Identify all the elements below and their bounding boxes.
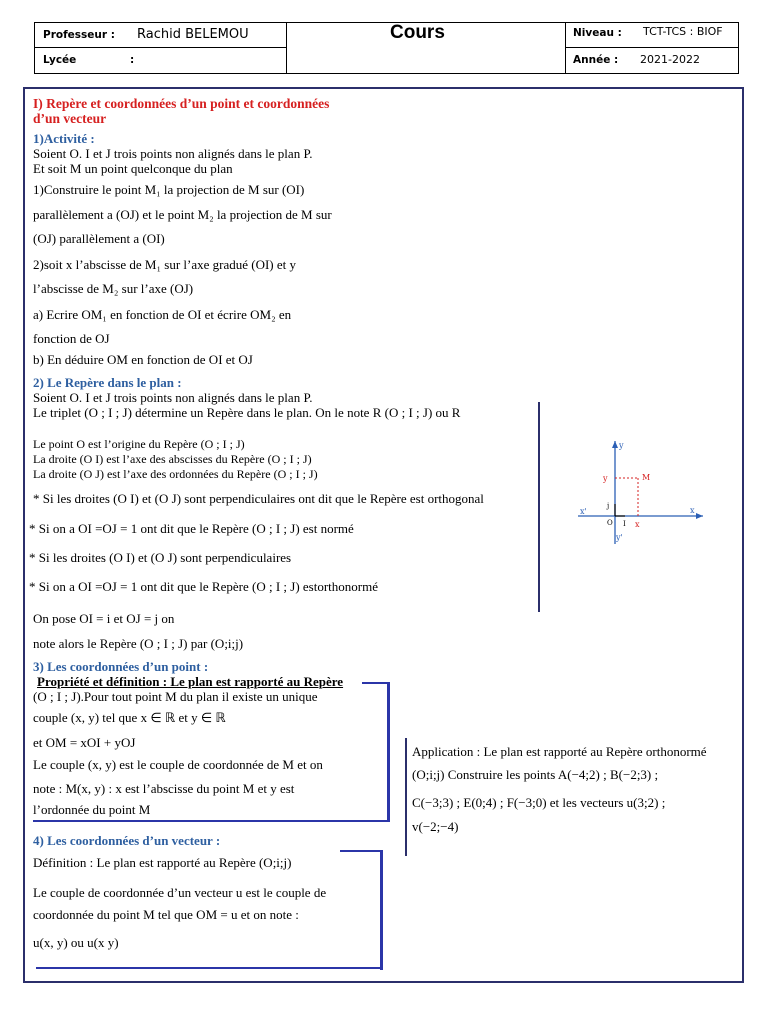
section2-title: 2) Le Repère dans le plan : bbox=[33, 375, 182, 390]
section1-title-line2: d’un vecteur bbox=[33, 111, 107, 126]
s3-line-4: Le couple (x, y) est le couple de coordonnée de M et on bbox=[33, 757, 323, 772]
fig-o-label: O bbox=[607, 519, 613, 527]
s3-line-0: Propriété et définition : Le plan est rapporté au Repère bbox=[37, 674, 344, 689]
application-line-3: v(−2;−4) bbox=[412, 819, 459, 834]
s2-line-1: Le triplet (O ; I ; J) détermine un Repère dans le plan. On le note R (O ; I ; J) ou R bbox=[33, 405, 461, 420]
lycee-label: Lycée bbox=[43, 54, 77, 66]
annee-label: Année : bbox=[573, 54, 619, 66]
niveau-value: TCT-TCS : BIOF bbox=[643, 25, 723, 38]
s4-line-3: u(x, y) ou u(x y) bbox=[33, 935, 119, 950]
section3-title: 3) Les coordonnées d’un point : bbox=[33, 659, 209, 674]
header-divider-left bbox=[34, 47, 287, 48]
s2-line-2: Le point O est l’origine du Repère (O ; I ; J) bbox=[33, 437, 245, 451]
section2-vertical-rule bbox=[538, 402, 540, 612]
s2-line-7: * Si les droites (O I) et (O J) sont perpendiculaires bbox=[29, 550, 292, 565]
fig-m-label: M bbox=[642, 473, 651, 482]
s4-line-2: coordonnée du point M tel que OM = u et on note : bbox=[33, 907, 299, 922]
s1-line-0: Soient O. I et J trois points non alignés dans le plan P. bbox=[33, 146, 313, 161]
annee-value: 2021-2022 bbox=[640, 53, 700, 66]
s4-box-top bbox=[340, 850, 383, 852]
fig-j-label: j bbox=[607, 502, 610, 510]
s3-box-top bbox=[362, 682, 390, 684]
x-axis-arrow bbox=[696, 513, 703, 519]
s2-line-0: Soient O. I et J trois points non alignés dans le plan P. bbox=[33, 390, 313, 405]
application-line-0: Application : Le plan est rapporté au Repère orthonormé bbox=[412, 744, 707, 759]
s2-line-9: On pose OI = i et OJ = j on bbox=[33, 611, 175, 626]
s3-line-2: couple (x, y) tel que x ∈ ℝ et y ∈ ℝ bbox=[33, 710, 226, 725]
fig-yv-label: y bbox=[603, 474, 608, 483]
professeur-value: Rachid BELEMOU bbox=[137, 27, 249, 42]
s2-line-10: note alors le Repère (O ; I ; J) par (O;i;j) bbox=[33, 636, 244, 651]
s1-line-8: fonction de OJ bbox=[33, 331, 110, 346]
section4-title: 4) Les coordonnées d’un vecteur : bbox=[33, 833, 221, 848]
s1-line-9: b) En déduire OM en fonction de OI et OJ bbox=[33, 352, 253, 367]
fig-yp-label: y' bbox=[616, 533, 623, 542]
fig-xv-label: x bbox=[635, 520, 640, 529]
s3-line-3: et OM = xOI + yOJ bbox=[33, 735, 136, 750]
fig-xp-label: x' bbox=[580, 507, 587, 516]
s2-line-5: * Si les droites (O I) et (O J) sont perpendiculaires ont dit que le Repère est orthogonal bbox=[33, 491, 484, 506]
s1-line-6: l’abscisse de M₂ sur l’axe (OJ) bbox=[33, 281, 194, 296]
s2-line-6: * Si on a OI =OJ = 1 ont dit que le Repère (O ; I ; J) est normé bbox=[29, 521, 354, 536]
fig-y-label: y bbox=[619, 441, 624, 450]
header-divider-right bbox=[565, 47, 739, 48]
s1-line-1: Et soit M un point quelconque du plan bbox=[33, 161, 233, 176]
niveau-label: Niveau : bbox=[573, 27, 622, 39]
y-axis-arrow bbox=[612, 441, 618, 448]
s4-line-1: Le couple de coordonnée d’un vecteur u est le couple de bbox=[33, 885, 327, 900]
s3-line-5: note : M(x, y) : x est l’abscisse du point M et y est bbox=[33, 781, 295, 796]
s4-line-0: Définition : Le plan est rapporté au Repère (O;i;j) bbox=[33, 855, 292, 870]
s1-line-2: 1)Construire le point M₁ la projection de M sur (OI) bbox=[33, 182, 305, 197]
section1-title-line1: I) Repère et coordonnées d’un point et coordonnées bbox=[33, 96, 330, 111]
s2-line-4: La droite (O J) est l’axe des ordonnées du Repère (O ; I ; J) bbox=[33, 467, 318, 481]
application-vertical-rule bbox=[405, 738, 407, 856]
activite-title: 1)Activité : bbox=[33, 131, 95, 146]
s3-line-6: l’ordonnée du point M bbox=[33, 802, 151, 817]
s1-line-7: a) Ecrire OM₁ en fonction de OI et écrire OM₂ en bbox=[33, 307, 292, 322]
s3-line-1: (O ; I ; J).Pour tout point M du plan il existe un unique bbox=[33, 689, 318, 704]
lycee-value: : bbox=[130, 54, 135, 66]
s2-line-8: * Si on a OI =OJ = 1 ont dit que le Repère (O ; I ; J) estorthonormé bbox=[29, 579, 378, 594]
application-line-2: C(−3;3) ; E(0;4) ; F(−3;0) et les vecteurs u(3;2) ; bbox=[412, 795, 666, 810]
repere-figure bbox=[578, 436, 708, 546]
s2-line-3: La droite (O I) est l’axe des abscisses du Repère (O ; I ; J) bbox=[33, 452, 312, 466]
s1-line-3: parallèlement a (OJ) et le point M₂ la projection de M sur bbox=[33, 207, 332, 222]
fig-x-label: x bbox=[690, 506, 695, 515]
fig-i-label: I bbox=[623, 520, 626, 528]
s3-box-right bbox=[387, 682, 390, 822]
page-title: Cours bbox=[390, 22, 445, 43]
s1-line-5: 2)soit x l’abscisse de M₁ sur l’axe gradué (OI) et y bbox=[33, 257, 297, 272]
s4-box-right bbox=[380, 850, 383, 970]
s4-box-bottom bbox=[36, 967, 383, 969]
s3-box-bottom bbox=[33, 820, 390, 822]
s1-line-4: (OJ) parallèlement a (OI) bbox=[33, 231, 165, 246]
application-line-1: (O;i;j) Construire les points A(−4;2) ; B(−2;3) ; bbox=[412, 767, 659, 782]
professeur-label: Professeur : bbox=[43, 29, 115, 41]
